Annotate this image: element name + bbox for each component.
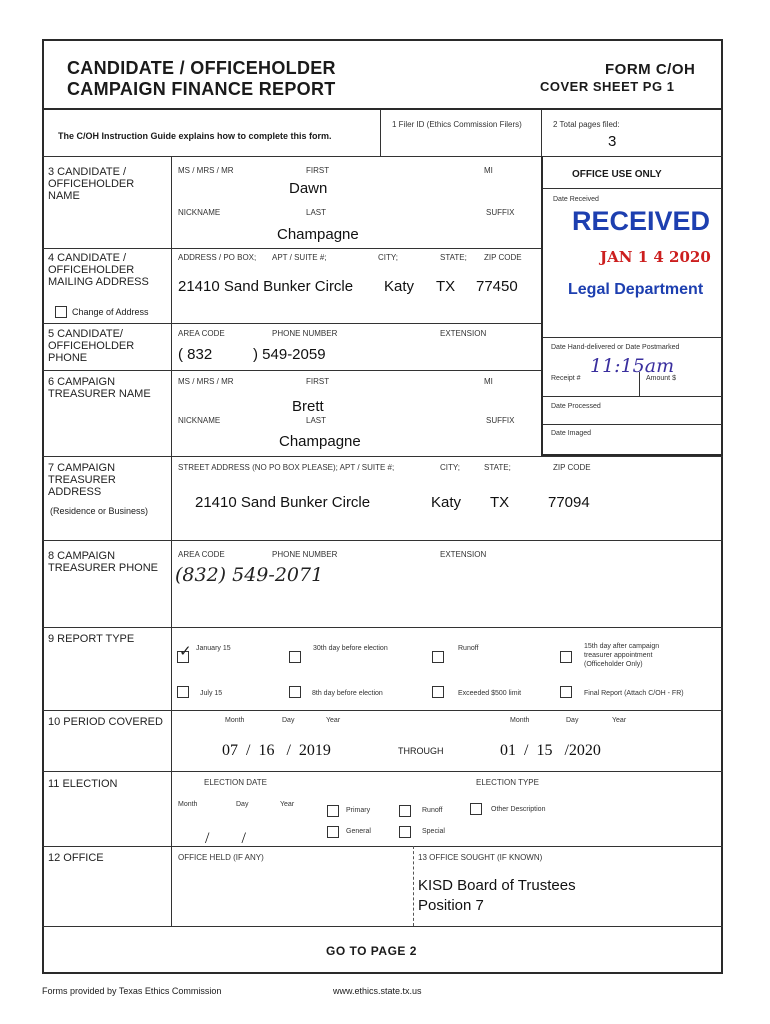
period-from-month-label: Month: [225, 717, 245, 724]
processed-label: Date Processed: [551, 403, 601, 410]
divider: [42, 627, 723, 628]
period-to-month-label: Month: [510, 717, 530, 724]
form-title-line2: CAMPAIGN FINANCE REPORT: [67, 79, 336, 99]
stamp-day: 1 4: [637, 248, 664, 266]
section-4-label: 4 CANDIDATE / OFFICEHOLDER MAILING ADDRESS: [48, 252, 149, 288]
cand-suffix-label: SUFFIX: [486, 208, 515, 217]
filer-id-label: 1 Filer ID (Ethics Commission Filers): [392, 120, 522, 129]
treas-mi-label: MI: [484, 377, 493, 386]
cand-apt-label: APT / SUITE #;: [272, 253, 327, 262]
divider: [42, 710, 723, 711]
period-from-value[interactable]: 07 / 16 / 2019: [222, 742, 331, 759]
section-3-label: 3 CANDIDATE / OFFICEHOLDER NAME: [48, 166, 135, 202]
period-to-day-label: Day: [566, 717, 579, 724]
cand-mi-label: MI: [484, 166, 493, 175]
cand-city-label: CITY;: [378, 253, 398, 262]
jul15-label: July 15: [200, 690, 223, 697]
treas-state-value[interactable]: TX: [490, 494, 510, 511]
divider: [639, 372, 640, 396]
divider: [42, 846, 723, 847]
election-runoff-checkbox[interactable]: [399, 805, 411, 817]
election-type-label: ELECTION TYPE: [476, 778, 539, 787]
election-date-value[interactable]: / /: [205, 830, 246, 847]
cand-ext-label: EXTENSION: [440, 329, 487, 338]
divider: [42, 771, 723, 772]
runoff-checkbox[interactable]: [432, 651, 444, 663]
header-divider: [42, 108, 723, 110]
treas-city-label: CITY;: [440, 463, 460, 472]
form-code: FORM C/OH: [605, 61, 696, 78]
change-of-address-checkbox[interactable]: [55, 306, 67, 318]
divider: [42, 323, 541, 324]
divider: [543, 337, 722, 338]
election-day-label: Day: [236, 801, 249, 808]
label-column-divider: [171, 156, 172, 926]
cand-prefix-label: MS / MRS / MR: [178, 166, 234, 175]
section-7-sublabel: (Residence or Business): [50, 506, 149, 516]
divider: [42, 370, 541, 371]
cover-sheet-label: COVER SHEET PG 1: [540, 79, 675, 94]
cand-first-label: FIRST: [306, 166, 330, 175]
special-label: Special: [422, 828, 445, 835]
divider: [42, 926, 723, 927]
exceeded-checkbox[interactable]: [432, 686, 444, 698]
final-report-checkbox[interactable]: [560, 686, 572, 698]
period-from-year-label: Year: [326, 717, 341, 724]
final-report-label: Final Report (Attach C/OH - FR): [584, 690, 684, 697]
treas-last-label: LAST: [306, 416, 327, 425]
treas-city-value[interactable]: Katy: [431, 494, 462, 511]
go-to-page-2: GO TO PAGE 2: [326, 944, 417, 958]
divider: [543, 424, 722, 425]
cand-phone-value[interactable]: ) 549-2059: [253, 346, 326, 363]
day15-checkbox[interactable]: [560, 651, 572, 663]
exceeded-label: Exceeded $500 limit: [458, 690, 522, 697]
treas-street-label: STREET ADDRESS (NO PO BOX PLEASE); APT / SUITE #;: [178, 463, 395, 472]
treas-zip-value[interactable]: 77094: [548, 494, 590, 511]
period-to-value[interactable]: 01 / 15 /2020: [500, 742, 601, 759]
treas-zip-label: ZIP CODE: [553, 463, 591, 472]
cand-state-value[interactable]: TX: [436, 278, 456, 295]
jan15-label: January 15: [196, 645, 231, 652]
section-12-label: 12 OFFICE: [48, 852, 104, 864]
section-11-label: 11 ELECTION: [48, 778, 118, 790]
hand-delivered-label: Date Hand-delivered or Date Postmarked: [551, 344, 680, 351]
cand-city-value[interactable]: Katy: [384, 278, 415, 295]
divider: [380, 110, 381, 156]
cand-zip-value[interactable]: 77450: [476, 278, 518, 295]
election-runoff-label: Runoff: [422, 807, 443, 814]
section-5-label: 5 CANDIDATE/ OFFICEHOLDER PHONE: [48, 328, 135, 364]
section-8-label: 8 CAMPAIGN TREASURER PHONE: [48, 550, 159, 574]
total-pages-value[interactable]: 3: [608, 133, 617, 150]
day30-label: 30th day before election: [313, 645, 388, 652]
day30-checkbox[interactable]: [289, 651, 301, 663]
received-stamp: RECEIVED: [572, 206, 711, 236]
day8-checkbox[interactable]: [289, 686, 301, 698]
divider: [413, 846, 414, 926]
treas-ext-label: EXTENSION: [440, 550, 487, 559]
office-use-title: OFFICE USE ONLY: [572, 169, 662, 180]
change-of-address-label: Change of Address: [72, 307, 149, 317]
section-6-label: 6 CAMPAIGN TREASURER NAME: [48, 376, 151, 400]
treas-state-label: STATE;: [484, 463, 511, 472]
special-checkbox[interactable]: [399, 826, 411, 838]
cand-state-label: STATE;: [440, 253, 467, 262]
treas-area-label: AREA CODE: [178, 550, 225, 559]
treas-nickname-label: NICKNAME: [178, 416, 221, 425]
treas-phone-label: PHONE NUMBER: [272, 550, 338, 559]
office-sought-label: 13 OFFICE SOUGHT (IF KNOWN): [418, 853, 543, 862]
cand-first-value[interactable]: Dawn: [289, 180, 328, 197]
amount-label: Amount $: [646, 375, 676, 382]
treas-suffix-label: SUFFIX: [486, 416, 515, 425]
cand-last-value[interactable]: Champagne: [277, 226, 359, 243]
divider: [42, 540, 723, 541]
hand-delivered-value: 11:15am: [590, 355, 675, 377]
instructions-text: The C/OH Instruction Guide explains how to complete this form.: [58, 131, 332, 141]
office-held-label: OFFICE HELD (IF ANY): [178, 853, 264, 862]
cand-zip-label: ZIP CODE: [484, 253, 522, 262]
office-sought-line2[interactable]: Position 7: [418, 897, 484, 914]
receipt-label: Receipt #: [551, 375, 581, 382]
office-sought-line1[interactable]: KISD Board of Trustees: [418, 877, 576, 894]
primary-label: Primary: [346, 807, 371, 814]
stamp-year: 2020: [669, 248, 711, 266]
general-checkbox[interactable]: [327, 826, 339, 838]
section-7-label: 7 CAMPAIGN TREASURER ADDRESS: [48, 462, 116, 498]
footer-url: www.ethics.state.tx.us: [333, 986, 422, 996]
jul15-checkbox[interactable]: [177, 686, 189, 698]
runoff-label: Runoff: [458, 645, 479, 652]
day8-label: 8th day before election: [312, 690, 383, 697]
treas-first-label: FIRST: [306, 377, 330, 386]
treas-first-value[interactable]: Brett: [292, 398, 324, 415]
cand-area-value[interactable]: ( 832: [178, 346, 213, 363]
election-date-label: ELECTION DATE: [204, 778, 267, 787]
divider: [543, 396, 722, 397]
primary-checkbox[interactable]: [327, 805, 339, 817]
divider: [543, 188, 722, 189]
footer-provided-by: Forms provided by Texas Ethics Commission: [42, 986, 222, 996]
cand-last-label: LAST: [306, 208, 327, 217]
total-pages-label: 2 Total pages filed:: [553, 120, 620, 129]
legal-department-stamp: Legal Department: [568, 281, 704, 298]
treas-street-value[interactable]: 21410 Sand Bunker Circle: [195, 494, 371, 511]
through-label: THROUGH: [398, 746, 444, 756]
section-10-label: 10 PERIOD COVERED: [48, 716, 163, 728]
election-month-label: Month: [178, 801, 198, 808]
section-9-label: 9 REPORT TYPE: [48, 633, 135, 645]
imaged-label: Date Imaged: [551, 430, 592, 437]
cand-address-label: ADDRESS / PO BOX;: [178, 253, 257, 262]
divider: [541, 110, 542, 156]
cand-address-value[interactable]: 21410 Sand Bunker Circle: [178, 278, 354, 295]
treas-last-value[interactable]: Champagne: [279, 433, 361, 450]
cand-area-label: AREA CODE: [178, 329, 225, 338]
period-to-year-label: Year: [612, 717, 627, 724]
stamp-date: [600, 248, 711, 266]
divider: [42, 456, 723, 457]
divider: [42, 248, 541, 249]
treas-phone-handwritten[interactable]: (832) 549-2071: [175, 564, 324, 586]
date-received-label: Date Received: [553, 196, 599, 203]
cand-nickname-label: NICKNAME: [178, 208, 221, 217]
other-label: Other Description: [491, 806, 546, 813]
stamp-month: JAN: [600, 248, 633, 266]
form-title-line1: CANDIDATE / OFFICEHOLDER: [67, 58, 336, 78]
general-label: General: [346, 828, 371, 835]
cand-phone-label: PHONE NUMBER: [272, 329, 338, 338]
election-year-label: Year: [280, 801, 295, 808]
day15-label: 15th day after campaign treasurer appointment (Officeholder Only): [584, 643, 660, 668]
jan15-checkmark-icon: ✓: [179, 643, 192, 660]
other-checkbox[interactable]: [470, 803, 482, 815]
period-from-day-label: Day: [282, 717, 295, 724]
treas-prefix-label: MS / MRS / MR: [178, 377, 234, 386]
